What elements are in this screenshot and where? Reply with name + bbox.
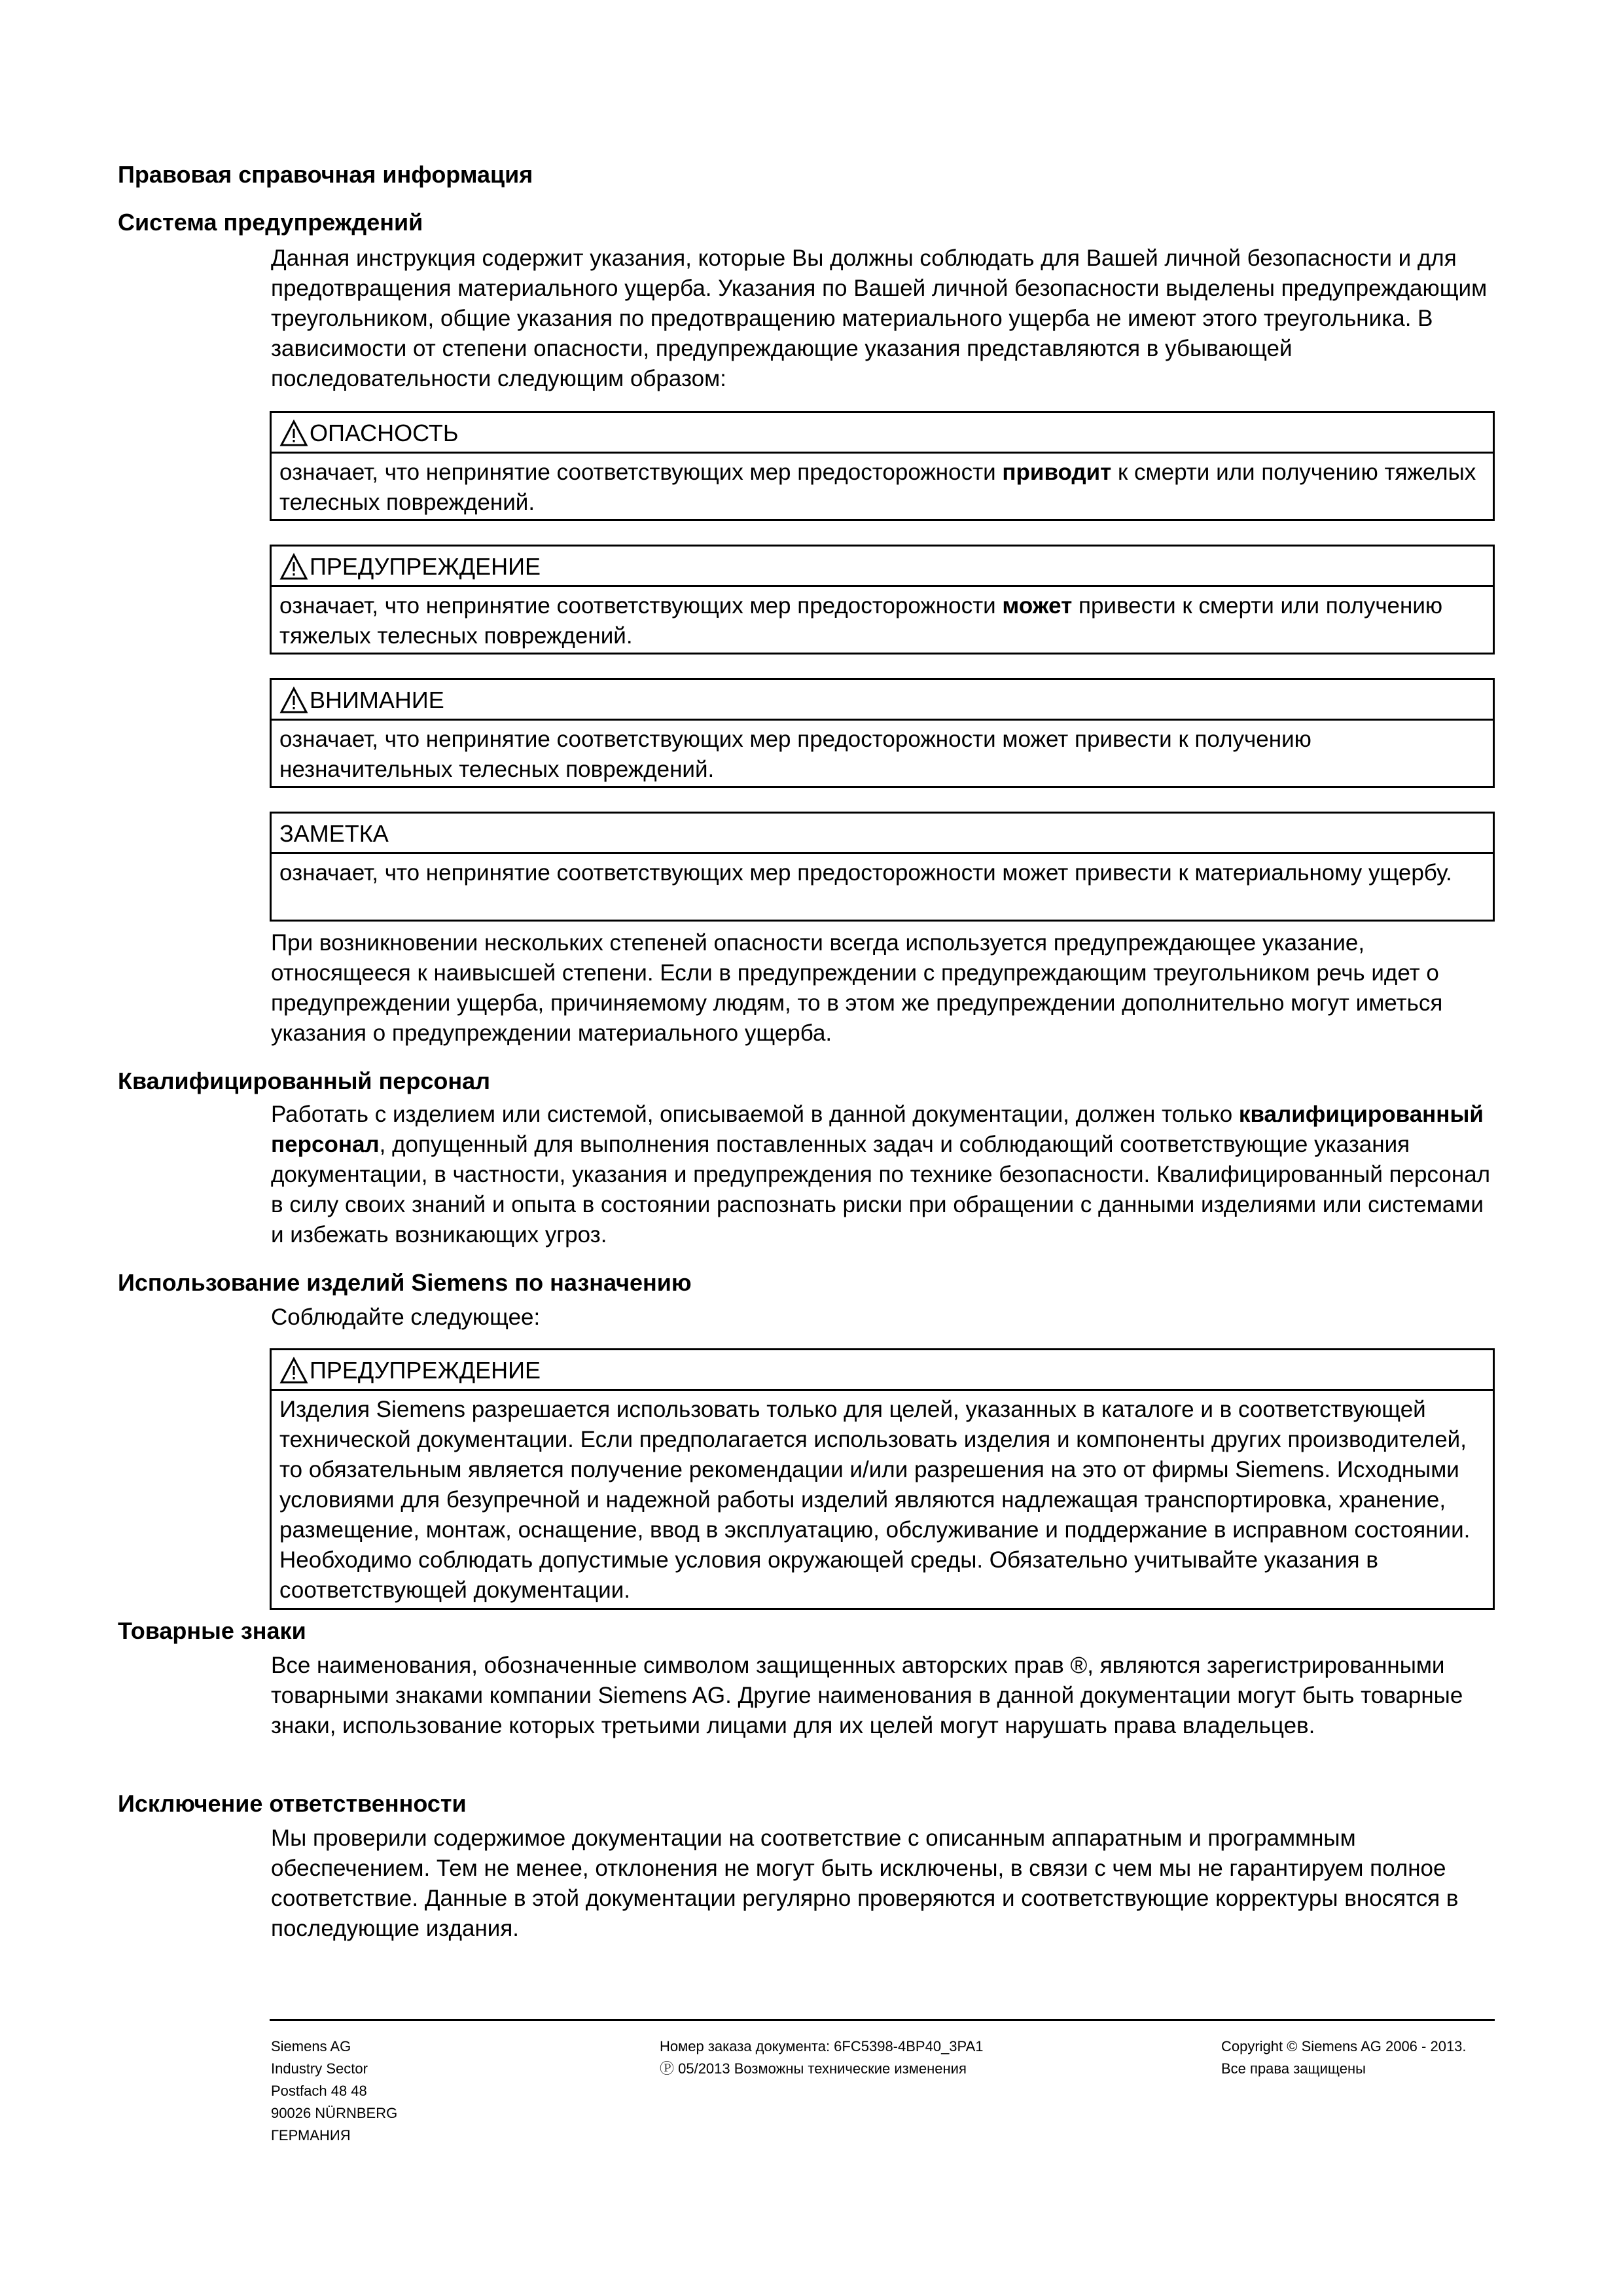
danger-text — [272, 454, 1493, 522]
heading-warning-system: Система предупреждений — [118, 209, 423, 236]
notice-label: ЗАМЕТКА — [279, 820, 389, 847]
footer-order-number: Номер заказа документа: 6FC5398-4BP40_3PA1 — [660, 2038, 984, 2054]
danger-text-part: к смерти или получению тяжелых телесных повреждений. — [279, 459, 1476, 515]
footer-address-line: Postfach 48 48 — [271, 2083, 367, 2099]
warning-text — [272, 587, 1493, 655]
danger-box-header — [272, 413, 1493, 454]
multiple-hazards-text: При возникновении нескольких степеней опасности всегда используется предупреждающее указание, относящееся к наивысшей степени. Если в предупреждении с предупреждающим треугольником речь идет о предупреждении ущерба, причиняемому людям, то в этом же предупреждении дополнительно могут иметься указания о предупреждении материального ущерба. — [271, 930, 1443, 1046]
footer-copyright — [1221, 2036, 1467, 2080]
danger-box — [270, 411, 1495, 521]
danger-emphasis: приводит — [1002, 459, 1112, 485]
heading-qualified-personnel — [118, 1067, 490, 1096]
warning-label: ПРЕДУПРЕЖДЕНИЕ — [310, 553, 541, 580]
intended-use-intro: Соблюдайте следующее: — [271, 1304, 541, 1330]
heading-qualified-personnel-text: Квалифицированный персонал — [118, 1067, 490, 1094]
qualified-personnel-text — [271, 1100, 1501, 1250]
heading-disclaimer: Исключение ответственности — [118, 1790, 467, 1817]
notice-box — [270, 812, 1495, 922]
footer-address-line: Industry Sector — [271, 2060, 368, 2077]
warning-emphasis: может — [1002, 593, 1073, 619]
footer-address-line: ГЕРМАНИЯ — [271, 2127, 351, 2144]
notice-box-header — [272, 814, 1493, 854]
caution-text: означает, что непринятие соответствующих мер предосторожности может привести к получению незначительных телесных повреждений. — [279, 726, 1311, 782]
warning-system-intro: Данная инструкция содержит указания, которые Вы должны соблюдать для Вашей личной безопасности и для предотвращения материального ущерба. Указания по Вашей личной безопасности выделены предупреждающим треугольником, общие указания по предотвращению материального ущерба не имеют этого треугольника. В зависимости от степени опасности, предупреждающие указания представляются в убывающей последовательности следующим образом: — [271, 245, 1488, 391]
qualified-emphasis: квалифицированный персонал — [271, 1102, 1484, 1157]
disclaimer-text: Мы проверили содержимое документации на соответствие с описанным аппаратным и программным обеспечением. Тем не менее, отклонения не могут быть исключены, в связи с чем мы не гарантируем полное соответствие. Данные в этой документации регулярно проверяются и соответствующие корректуры вносятся в последующие издания. — [271, 1825, 1459, 1941]
page-title: Правовая справочная информация — [118, 161, 533, 188]
warning-box — [270, 545, 1495, 655]
warning-box-header — [272, 547, 1493, 587]
intended-use-warning-header — [272, 1350, 1493, 1391]
warning-triangle-icon — [279, 552, 308, 588]
footer-edition: Ⓟ 05/2013 Возможны технические изменения — [660, 2060, 967, 2077]
footer-divider — [270, 2019, 1495, 2021]
trademarks-text: Все наименования, обозначенные символом защищенных авторских прав ®, являются зарегистрированными товарными знаками компании Siemens AG. Другие наименования в данной документации могут быть товарные знаки, использование которых третьими лицами для их целей могут нарушать права владельцев. — [271, 1653, 1463, 1738]
footer-address-line: 90026 NÜRNBERG — [271, 2105, 398, 2121]
danger-label: ОПАСНОСТЬ — [310, 420, 459, 446]
caution-box — [270, 678, 1495, 788]
warning-triangle-icon — [279, 1356, 308, 1392]
warning-triangle-icon — [279, 686, 308, 722]
caution-box-header — [272, 680, 1493, 721]
warning-text-part: привести к смерти или получению тяжелых телесных повреждений. — [279, 593, 1443, 649]
warning-triangle-icon — [279, 419, 308, 455]
danger-text-part: означает, что непринятие соответствующих мер предосторожности — [279, 459, 1003, 485]
qualified-text-part: , допущенный для выполнения поставленных задач и соблюдающий соответствующие указания документации, в частности, указания и предупреждения по технике безопасности. Квалифицированный персонал в силу своих знаний и опыта в состоянии распознать риски при обращении с данными изделиями или системами и избежать возникающих угроз. — [271, 1132, 1491, 1247]
intended-use-warning-box — [270, 1348, 1495, 1610]
footer-address — [271, 2036, 397, 2147]
footer-copyright-line: Copyright © Siemens AG 2006 - 2013. — [1221, 2038, 1467, 2054]
footer-rights-line: Все права защищены — [1221, 2060, 1366, 2077]
heading-intended-use: Использование изделий Siemens по назначению — [118, 1269, 692, 1296]
notice-text: означает, что непринятие соответствующих мер предосторожности может привести к материальному ущербу. — [279, 860, 1452, 886]
warning-text-part: означает, что непринятие соответствующих мер предосторожности — [279, 593, 1003, 619]
footer-address-line: Siemens AG — [271, 2038, 351, 2054]
caution-label: ВНИМАНИЕ — [310, 687, 444, 713]
heading-trademarks: Товарные знаки — [118, 1617, 306, 1644]
intended-use-warning-text: Изделия Siemens разрешается использовать только для целей, указанных в каталоге и в соответствующей технической документации. Если предполагается использовать изделия и компоненты других производителей, то обязательным является получение рекомендации и/или разрешения на это от фирмы Siemens. Исходными условиями для безупречной и надежной работы изделий являются надлежащая транспортировка, хранение, размещение, монтаж, оснащение, ввод в эксплуатацию, обслуживание и поддержание в исправном состоянии. Необходимо соблюдать допустимые условия окружающей среды. Обязательно учитывайте указания в соответствующей документации. — [279, 1397, 1471, 1603]
footer-order-info — [660, 2036, 983, 2080]
intended-use-warning-label: ПРЕДУПРЕЖДЕНИЕ — [310, 1357, 541, 1384]
qualified-text-part: Работать с изделием или системой, описываемой в данной документации, должен только — [271, 1102, 1239, 1127]
